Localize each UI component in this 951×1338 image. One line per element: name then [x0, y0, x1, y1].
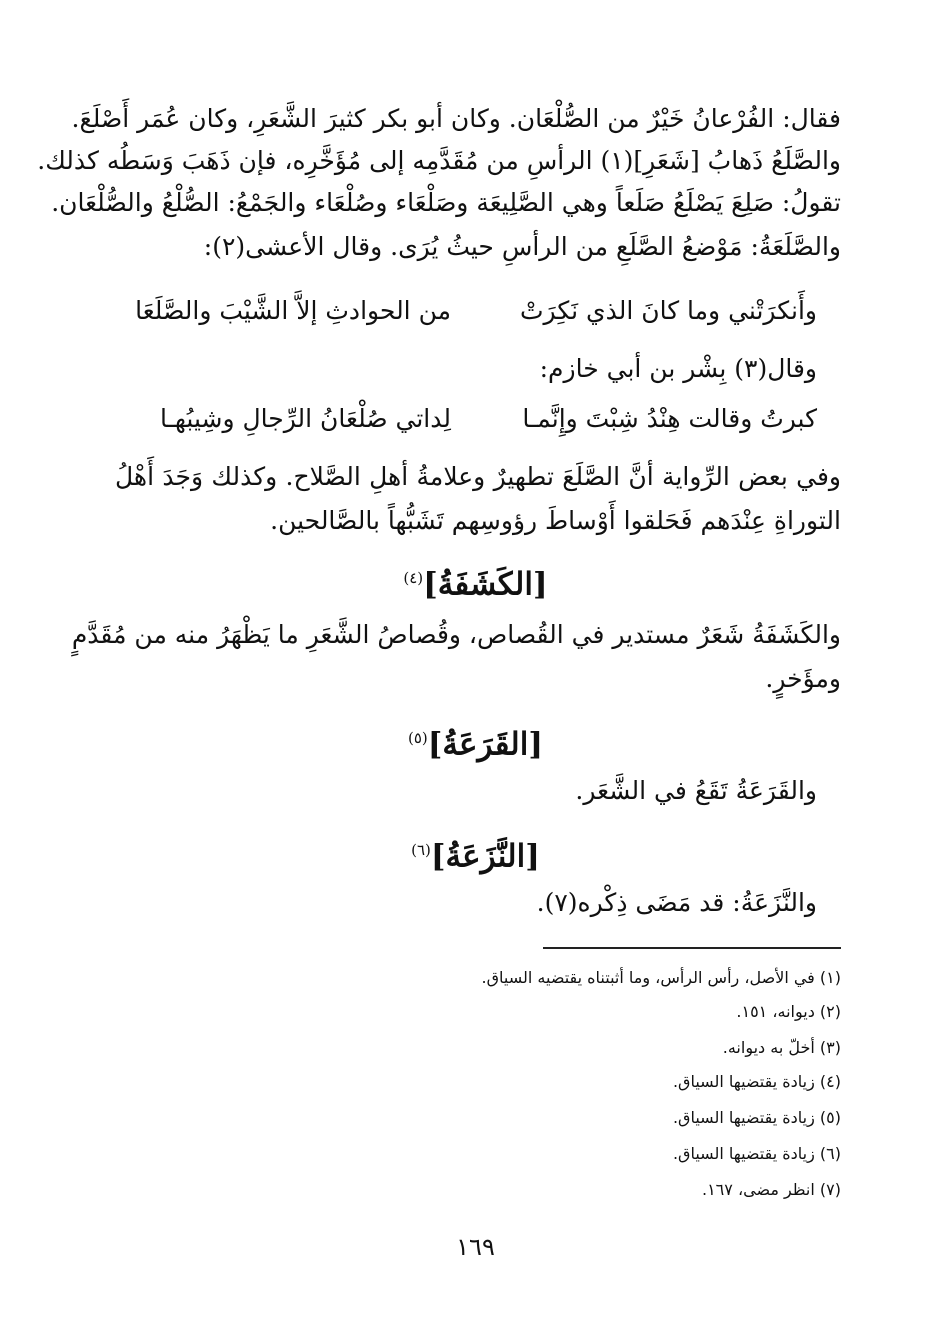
heading-kashafa-note: (٤) [403, 569, 424, 587]
body-line-7: والكَشَفَةُ شَعَرٌ مستدير في القُصاص، وقُصاصُ الشَّعَرِ ما يَظْهَرُ منه من مُقَدَّمٍ [71, 620, 841, 649]
verse-1-first-hemistich: وأَنكرَتْني وما كانَ الذي نَكِرَتْ [519, 296, 817, 325]
body-line-9: والقَرَعَةُ تَقَعُ في الشَّعَر. [575, 776, 817, 805]
section-heading-kashafa [0, 556, 951, 606]
verse-2-first-hemistich: كبرتُ وقالت هِنْدُ شِبْتَ وإِنَّمـا [522, 404, 817, 433]
heading-qaraa-note: (٥) [407, 729, 428, 747]
body-line-5: وفي بعض الرِّواية أنَّ الصَّلَعَ تطهيرٌ وعلامةُ أهلِ الصَّلاح. وكذلك وَجَدَ أَهْلُ [115, 462, 841, 491]
body-line-4: والصَّلَعَةُ: مَوْضعُ الصَّلَعِ من الرأسِ حيثُ يُرَى. وقال الأعشى(٢): [203, 232, 841, 261]
body-line-6: التوراةِ عِنْدَهم فَحَلقوا أَوْساطَ رؤوسِهم تَشَبُّهاً بالصَّالحين. [270, 506, 841, 535]
footnote-6: (٦) زيادة يقتضيها السياق. [672, 1144, 841, 1163]
heading-nazaa-note: (٦) [411, 841, 431, 859]
heading-kashafa-text: [الكَشَفَةُ] [423, 566, 548, 603]
body-line-2: والصَّلَعُ ذَهابُ [شَعَرِ](١) الرأسِ من مُقَدَّمِه إلى مُؤَخَّرِه، فإن ذَهَبَ وَسَطُه كذلك. [37, 146, 841, 175]
footnote-3: (٣) أخلّ به ديوانه. [722, 1038, 841, 1057]
body-line-10: والنَّزَعَةُ: قد مَضَى ذِكْره(٧). [536, 888, 817, 917]
section-heading-nazaa [0, 828, 951, 878]
body-line-8: ومؤَخرٍ. [765, 664, 841, 693]
verse-1-second-hemistich: من الحوادثِ إلاَّ الشَّيْبَ والصَّلَعَا [135, 296, 451, 325]
verse-intro-bishr: وقال(٣) بِشْر بن أبي خازم: [539, 354, 817, 383]
footnote-7: (٧) انظر مضى، ١٦٧. [701, 1180, 841, 1199]
footnote-1: (١) في الأصل، رأس الرأس، وما أثبتناه يقتضيه السياق. [481, 968, 841, 987]
footnote-separator [543, 947, 841, 949]
section-heading-qaraa [0, 716, 951, 766]
footnote-4: (٤) زيادة يقتضيها السياق. [672, 1072, 841, 1091]
footnote-5: (٥) زيادة يقتضيها السياق. [672, 1108, 841, 1127]
verse-2-second-hemistich: لِداتي صُلْعَانُ الرِّجالِ وشِيبُهـا [159, 404, 451, 433]
footnote-2: (٢) ديوانه، ١٥١. [736, 1002, 841, 1021]
body-line-1: فقال: الفُرْعانُ خَيْرٌ من الصُّلْعَان. وكان أبو بكر كثيرَ الشَّعَرِ، وكان عُمَر أَصْلَعَ. [71, 104, 841, 133]
body-line-3: تقولُ: صَلِعَ يَصْلَعُ صَلَعاً وهي الصَّلِيعَة وصَلْعَاء وصُلْعَاء والجَمْعُ: الصُّلْعُ والصُّلْعَان. [51, 188, 841, 217]
page-number: ١٦٩ [456, 1233, 495, 1261]
heading-nazaa-text: [النَّزَعَةُ] [430, 838, 540, 875]
heading-qaraa-text: [القَرَعَةُ] [427, 726, 544, 763]
